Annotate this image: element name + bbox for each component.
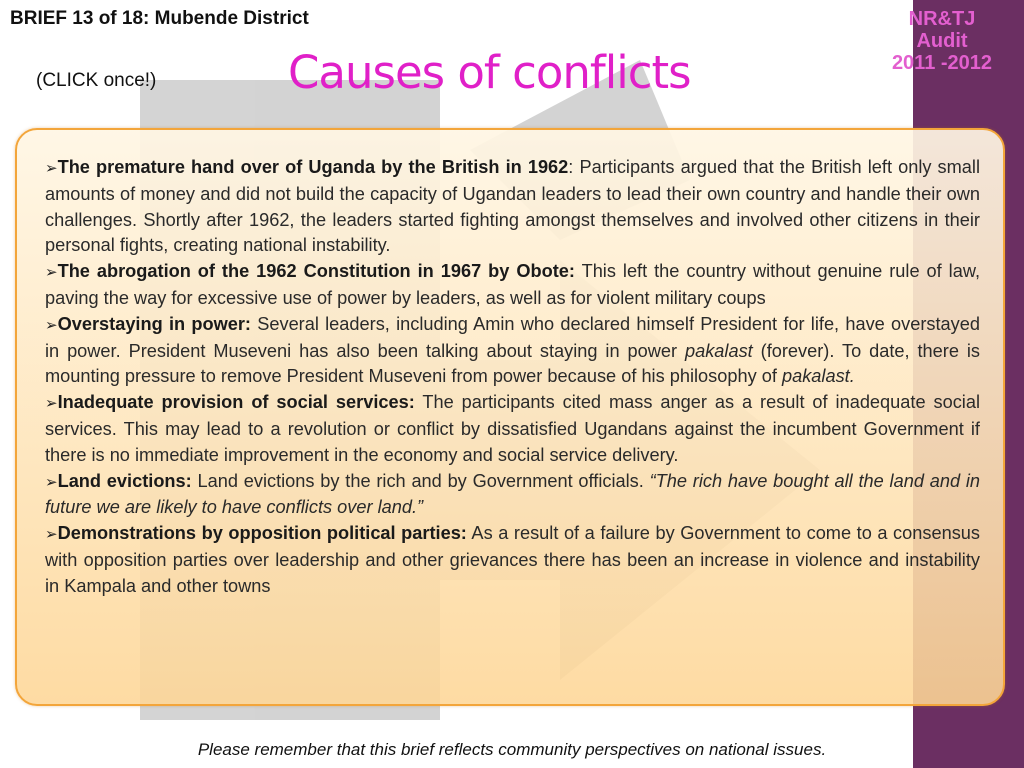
cause-italic-term: pakalast. xyxy=(781,366,855,387)
cause-text: (forever). To date, there is mounting pressure to remove President Museveni from power because of his philosophy of xyxy=(45,340,980,387)
cause-heading: Land evictions: xyxy=(57,470,192,491)
arrow-bullet-icon: ➢ xyxy=(45,472,58,491)
cause-heading: The premature hand over of Uganda by the British in 1962 xyxy=(57,157,569,177)
arrow-bullet-icon: ➢ xyxy=(45,394,58,413)
cause-text: As a result of a failure by Government to come to a consensus with opposition parties over leadership and other grievances there has been an increase in violence and instability in Kampala and other towns xyxy=(45,523,980,596)
badge-line-2: Audit xyxy=(916,30,968,52)
cause-item xyxy=(45,521,980,599)
badge-line-3: 2011 -2012 xyxy=(891,52,993,74)
audit-badge xyxy=(860,8,1024,74)
badge-line-1: NR&TJ xyxy=(908,8,976,30)
cause-text: This left the country without genuine rule of law, paving the way for excessive use of power by leaders, as well as for violent military coups xyxy=(45,261,981,308)
cause-heading: The abrogation of the 1962 Constitution in 1967 by Obote: xyxy=(57,261,575,282)
cause-italic-term: pakalast xyxy=(684,340,753,361)
cause-item xyxy=(45,469,980,522)
cause-heading: Inadequate provision of social services: xyxy=(57,392,415,413)
cause-heading: Overstaying in power: xyxy=(57,313,251,334)
cause-item xyxy=(45,312,980,390)
footer-disclaimer: Please remember that this brief reflects community perspectives on national issues. xyxy=(197,740,827,759)
arrow-bullet-icon: ➢ xyxy=(45,159,58,177)
cause-item xyxy=(45,259,980,312)
cause-text: : Participants argued that the British left only small amounts of money and did not build the capacity of Ugandan leaders to lead their own country and handle their own challenges. Shortly after 1962, the leaders started fighting amongst themselves and involved other citizens in their personal fights, creating national instability. xyxy=(45,157,980,256)
cause-quote: “The rich have bought all the land and in future we are likely to have conflicts over land.” xyxy=(45,470,981,518)
arrow-bullet-icon: ➢ xyxy=(45,315,58,334)
cause-text: Land evictions by the rich and by Government officials. xyxy=(191,470,650,491)
cause-heading: Demonstrations by opposition political parties: xyxy=(57,523,467,544)
brief-title: BRIEF 13 of 18: Mubende District xyxy=(10,8,309,29)
arrow-bullet-icon: ➢ xyxy=(45,263,58,282)
causes-list xyxy=(45,155,980,600)
cause-item xyxy=(45,155,980,259)
click-instruction: (CLICK once!) xyxy=(36,70,157,91)
arrow-bullet-icon: ➢ xyxy=(45,525,58,544)
cause-text: The participants cited mass anger as a result of inadequate social services. This may lead to a revolution or conflict by dissatisfied Ugandans against the incumbent Government if there is no immediate improvement in the economy and social service delivery. xyxy=(45,392,980,465)
cause-text: Several leaders, including Amin who declared himself President for life, have overstayed in power. President Museveni has also been talking about staying in power xyxy=(45,313,980,361)
cause-item xyxy=(45,390,980,468)
slide-title: Causes of conflicts xyxy=(288,46,691,99)
